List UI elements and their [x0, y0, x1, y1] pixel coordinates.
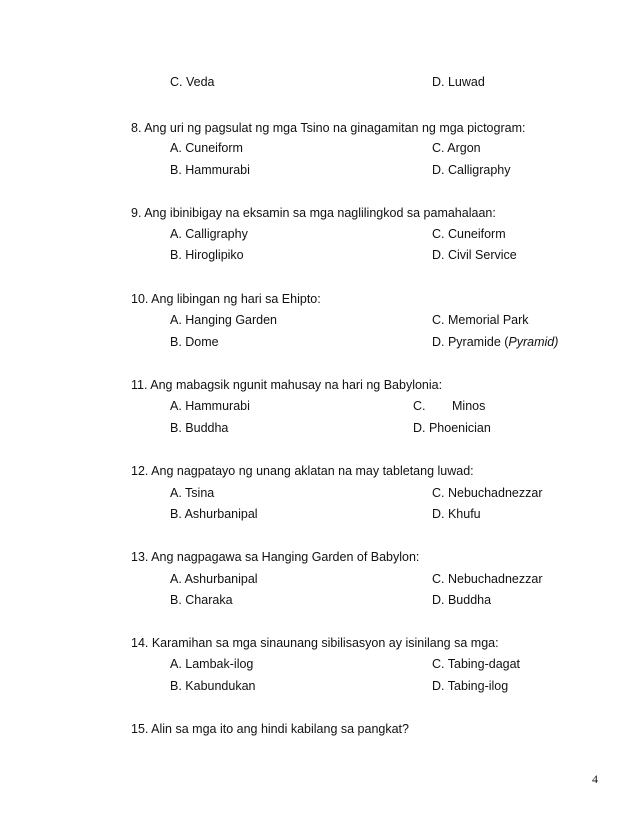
q13-choice-d: D. Buddha [432, 593, 492, 607]
q11-choice-a: A. Hammurabi [170, 399, 250, 413]
q11-choice-b: B. Buddha [170, 421, 229, 435]
q11-choice-d: D. Phoenician [413, 421, 491, 435]
q9-choice-c: C. Cuneiform [432, 227, 506, 241]
q14-choice-b: B. Kabundukan [170, 679, 256, 693]
question-12: 12. Ang nagpatayo ng unang aklatan na may tabletang luwad: [131, 464, 474, 478]
q10-choice-b: B. Dome [170, 335, 219, 349]
q10-choice-a: A. Hanging Garden [170, 313, 278, 327]
question-14: 14. Karamihan sa mga sinaunang sibilisasyon ay isinilang sa mga: [131, 636, 499, 650]
q8-choice-b: B. Hammurabi [170, 163, 250, 177]
q8-choice-d: D. Calligraphy [432, 163, 511, 177]
choice-c-veda: C. Veda [170, 75, 215, 89]
page-number: 4 [592, 772, 598, 786]
q12-choice-c: C. Nebuchadnezzar [432, 486, 543, 500]
q9-choice-a: A. Calligraphy [170, 227, 248, 241]
q11-choice-c-text: Minos [452, 399, 486, 413]
question-8: 8. Ang uri ng pagsulat ng mga Tsino na ginagamitan ng mga pictogram: [131, 121, 526, 135]
q12-choice-b: B. Ashurbanipal [170, 507, 258, 521]
q8-choice-c: C. Argon [432, 141, 481, 155]
q14-choice-c: C. Tabing-dagat [432, 657, 521, 671]
q10-choice-d-italic: Pyramid) [508, 335, 559, 349]
question-10: 10. Ang libingan ng hari sa Ehipto: [131, 292, 321, 306]
q9-choice-b: B. Hiroglipiko [170, 248, 244, 262]
q9-choice-d: D. Civil Service [432, 248, 517, 262]
question-13: 13. Ang nagpagawa sa Hanging Garden of Babylon: [131, 550, 420, 564]
q12-choice-d: D. Khufu [432, 507, 481, 521]
q12-choice-a: A. Tsina [170, 486, 215, 500]
q11-choice-c-letter: C. [413, 399, 426, 413]
q8-choice-a: A. Cuneiform [170, 141, 243, 155]
q10-choice-c: C. Memorial Park [432, 313, 529, 327]
q13-choice-a: A. Ashurbanipal [170, 572, 258, 586]
choice-d-luwad: D. Luwad [432, 75, 485, 89]
question-15: 15. Alin sa mga ito ang hindi kabilang sa pangkat? [131, 722, 409, 736]
q13-choice-b: B. Charaka [170, 593, 233, 607]
q13-choice-c: C. Nebuchadnezzar [432, 572, 543, 586]
q10-choice-d-text: D. Pyramide ( [432, 335, 509, 349]
q10-choice-d [432, 335, 558, 350]
question-9: 9. Ang ibinibigay na eksamin sa mga naglilingkod sa pamahalaan: [131, 206, 496, 220]
q14-choice-d: D. Tabing-ilog [432, 679, 509, 693]
q14-choice-a: A. Lambak-ilog [170, 657, 254, 671]
question-11: 11. Ang mabagsik ngunit mahusay na hari ng Babylonia: [131, 378, 443, 392]
